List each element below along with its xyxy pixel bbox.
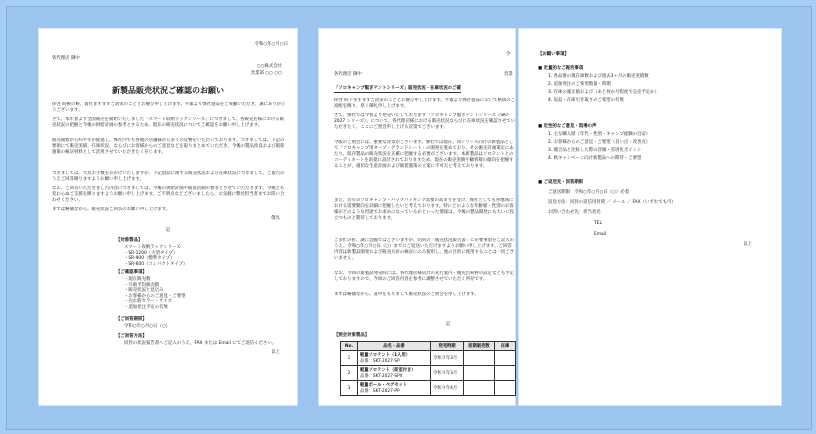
list-item: ・販売状況と見込み: [124, 288, 164, 294]
cell-stock: [495, 381, 516, 396]
table-row: [341, 366, 516, 381]
list-item: 2. 追加発注のご希望数量・時期: [548, 82, 611, 87]
cell-release: 令和９年3月: [431, 351, 464, 366]
list-item: ・SR-1200（大型タイプ）: [124, 250, 178, 256]
product-name: 軽量ソロテント（前室付き）: [360, 368, 416, 373]
sender-company: ○○株式会社: [256, 64, 282, 69]
ijou: 以上: [743, 242, 752, 247]
list-item: 4. 返品・在庫引き取りのご希望の有無: [548, 98, 624, 103]
document-page-1: [38, 28, 298, 406]
product-name: 軽量ソロテント（1人用）: [360, 353, 411, 358]
body-paragraph-3: また、近年のソロキャンプ・バックパッキング需要の高まりを受け、弊社としても各地域における需要動向を詳細に把握したいと考えております。特にどのような年齢層・性別のお客様がどのような用途でお求めになっているかといった情報は、今後の製品開発にも大いに役立つものと期待しております。: [334, 198, 515, 221]
method-value: 同封の状況報告書へご記入のうえ、FAX または Email にてご返信ください。: [124, 341, 277, 346]
cell-name: [358, 366, 431, 381]
cell-prev: [464, 366, 495, 381]
tel-label: TEL: [594, 221, 602, 226]
deadline-heading: 【ご回答期限】: [116, 317, 147, 322]
cell-name: [358, 381, 431, 396]
ijou: 以上: [271, 350, 280, 355]
method-heading: 【ご回答方法】: [116, 334, 147, 339]
cell-release: 令和９年4月: [431, 381, 464, 396]
list-item: 1. 各品番の現在庫数および過去3ヶ月の販売実績数: [548, 74, 649, 79]
list-item: 3. 在庫の適正値および（あと何か月程度で完売予定か）: [548, 90, 659, 95]
return-method: 返送方法：同封の返信用封筒 ／ メール ／ FAX（いずれでも可）: [548, 200, 676, 205]
table-heading: 【照会対象製品】: [334, 333, 370, 338]
date-partial: 令: [506, 52, 511, 57]
cell-stock: [495, 366, 516, 381]
col-prev: 前期販売数: [464, 342, 495, 351]
section-3-title: ■ ご返送先・回答期限: [538, 180, 584, 185]
cell-name: [358, 351, 431, 366]
product-code: 品番：SKT-2027-SPX: [360, 374, 403, 379]
product-table: [340, 341, 516, 396]
contact-person: お問い合わせ先：担当者名: [548, 210, 601, 215]
section-2-title: ■ 定性的なご意見・現場の声: [538, 124, 597, 129]
document-page-2: [318, 28, 516, 406]
product-code: 品番：SKT-2027-PP: [360, 389, 400, 394]
target-heading: 【対象製品】: [116, 238, 143, 243]
cell-no: 2: [341, 366, 358, 381]
greeting: 拝啓 時候の候、貴社ますますご清栄のこととお慶び申し上げます。平素より弊社製品をご愛顧いただき、誠にありがとうございます。: [52, 102, 286, 113]
date: 令和○年○月○日: [254, 42, 288, 47]
target-list: [124, 245, 187, 267]
document-title: 「ソロキャンプ艇ぎテントシリーズ」販売状況・在庫状況のご確: [334, 86, 461, 91]
body-paragraph-4: なお、ご回答いただきました内容につきましては、今後の供給計画や販促活動の参考とさせていただきます。今後とも変わらぬご支援を賜りますようお願い申し上げます。ご不明点などございましたら、お気軽に弊社担当者までお問い合わせください。: [52, 186, 285, 203]
table-row: [341, 351, 516, 366]
return-deadline: ご返送期限：令和○年○月○日（○）必着: [548, 190, 630, 195]
request-heading: 【お願い事項】: [538, 52, 569, 57]
list-item: 3. 競合品と比較した際の評価・差別化ポイント: [548, 148, 642, 153]
table-header-row: [341, 342, 516, 351]
document-page-3: [518, 28, 782, 406]
document-title: 新製品販売状況ご確認のお願い: [112, 86, 224, 95]
email-label: Email: [594, 232, 607, 237]
body-paragraph-5: なお、今回の新製品発売時には、各代理店様向けの先行案内・優先出荷枠の設定なども予定しておりますので、今回のご回答内容を参考に調整させていただく所存です。: [334, 271, 515, 282]
section-1-list: [548, 73, 659, 105]
keigu: 敬具: [271, 216, 280, 221]
recipient: 各代理店 御中: [334, 72, 362, 77]
table-row: [341, 381, 516, 396]
list-item: 2. お客様からのご意見・ご要望（良い点・改善点）: [548, 140, 651, 145]
closing-line: まずは略儀ながら、販売状況ご回答のお願い申し上げます。: [52, 207, 171, 212]
deadline-value: 令和○年○月○日（○）: [124, 324, 171, 329]
list-item: ・追加発注予定の有無: [124, 304, 168, 310]
list-item: ・月販平均販売数: [124, 282, 160, 288]
body-paragraph-1: さて、本年春より全国販売を開始いたしました「スマート収納ラックシリーズ」につきまして、各販売店様における販売状況の把握と今後の供給計画の参考とするため、現在の販売状況についてご確認をお願い申し上げます。: [52, 117, 285, 128]
list-item: ・お客様からのご意見・ご要望: [124, 293, 186, 299]
body-paragraph-4: ご多忙の折、誠に恐縮ではございますが、同封の「販売状況報告書」に必要事項をご記入のうえ、令和○年○月○日（○）までにご返送いただけますようお願い申し上げます。ご回答内容は新製品開発および販売方針の検討にのみ使用し、他の目的に使用することは一切ございません。: [334, 238, 515, 261]
cell-no: 3: [341, 381, 358, 396]
body-paragraph-2: 販売開始から約半年が経過し、弊社内でも各地の店舗様から多くの反響をいただいております。つきましては、下記の要領にて販売実績、在庫状況、ならびにお客様からのご意見などを取りまとめていただき、今後の製品改良および販促施策の検討材料として活用させていただきたく存じます。: [52, 138, 285, 155]
cell-no: 1: [341, 351, 358, 366]
cell-stock: [495, 351, 516, 366]
product-code: 品番：SKT-2027-SP: [360, 359, 400, 364]
list-item: ・SR-900（標準タイプ）: [124, 256, 175, 262]
col-stock: 在庫: [495, 342, 516, 351]
body-paragraph-2: 今般のご照会には、重要な背景がございます。弊社では現在、同シリーズ向けの新製品として「ソロキャンプ用タープ・グランドシート」の開発を進めており、その販売計画策定にあたり、既存製品の販売状況を正確に把握する必要がございます。本新製品はソロテントとのコーディネートを前提に設計されておりますため、現在の販売実績や顧客層の傾向を把握することが、適切な生産計画および販促施策の立案に不可欠と考えております。: [334, 140, 514, 169]
confirm-heading: 【ご確認事項】: [116, 270, 147, 275]
cell-release: 令和９年3月: [431, 366, 464, 381]
col-release: 発売時期: [431, 342, 464, 351]
col-name: 品名・品番: [358, 342, 431, 351]
list-item: 1. 主な購入層（年代・性別・キャンプ経験の目安）: [548, 132, 651, 137]
list-item: ・SR-600（コンパクトタイプ）: [124, 261, 188, 267]
section-2-list: [548, 131, 650, 163]
product-name: 軽量ポール・ペグセット: [360, 383, 408, 388]
dept-partial: 営業: [504, 72, 513, 77]
ki-label: 記: [445, 322, 451, 327]
body-paragraph-3: つきましては、大変お手数をおかけいたしますが、下記項品に関する販売状況および在庫状況につきまして、ご報告のうえご回答賜りますようお願い申し上げます。: [52, 171, 285, 182]
cell-prev: [464, 351, 495, 366]
body-paragraph-1: さて、弊社では今春より発売いたしております「ソロキャンプ艇ぎテントシリーズ（SKT-2027 シリーズ）」について、各代理店様における販売状況ならびに在庫状況を確認させていただきたく、ここにご照会申し上げる次第でございます。: [334, 113, 516, 130]
greeting: 拝啓 時下ますますご清栄のこととお慶び申し上げます。平素より弊社製品において格別のご高配を賜り、厚く御礼申し上げます。: [334, 98, 516, 109]
list-item: ・現在販売数: [124, 277, 151, 282]
ki-label: 記: [165, 228, 171, 233]
list-item: ・売れ筋カラー・サイズ: [124, 299, 172, 305]
confirm-list: [124, 277, 185, 311]
list-item: 4. 秋キャンペーン向け新製品への期待・ご要望: [548, 156, 642, 161]
col-no: No.: [341, 342, 358, 351]
cell-prev: [464, 381, 495, 396]
closing-line: まずは略儀ながら、書中をもちまして販売状況のご照会を申し上げます。: [334, 292, 479, 297]
recipient: 各代理店 御中: [52, 56, 80, 61]
list-item: スマート収納ラックシリーズ: [124, 245, 181, 250]
section-1-title: ■ 定量的なご報告事項: [538, 66, 584, 71]
sender-dept: 営業部 ○○ ○○: [250, 71, 282, 76]
